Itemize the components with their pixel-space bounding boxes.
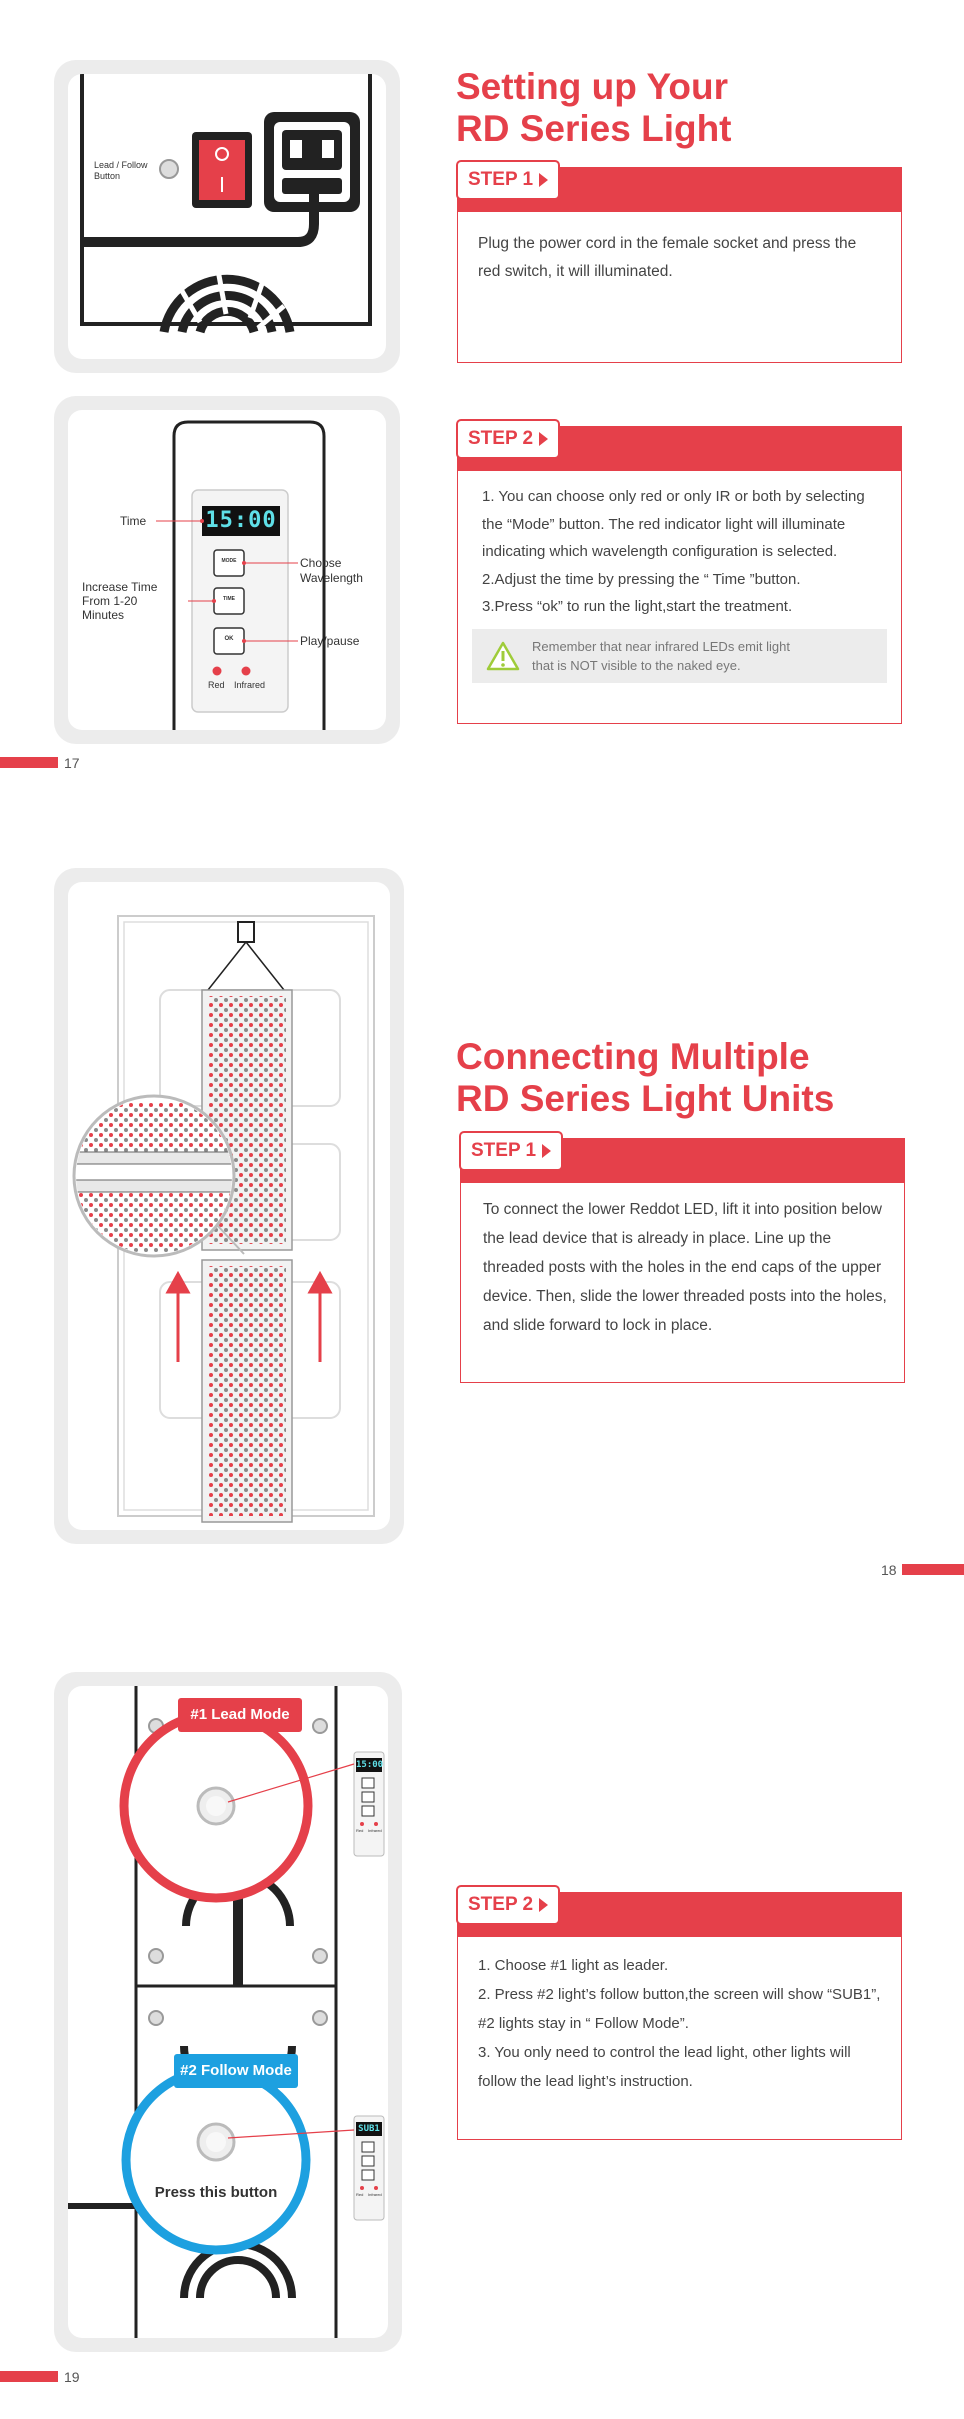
connect-units-drawing (68, 882, 390, 1530)
hanger-icon (238, 922, 254, 942)
lead-follow-label-line2: Button (94, 171, 121, 181)
increase-time-line2: From 1-20 (82, 594, 138, 608)
time-button[interactable]: TIME (223, 596, 235, 602)
section2-step1-text: To connect the lower Reddot LED, lift it into position below the lead device that is already in place. Line up the threaded posts with the holes in the end caps of the upper device. Then, slide the lower threaded posts into the holes, and slide forward to lock in place. (483, 1201, 887, 1334)
lead-follow-button-icon (160, 160, 178, 178)
step-band (458, 1893, 901, 1937)
play-pause-callout: Play/pause (300, 634, 360, 648)
mode-button[interactable]: MODE (221, 558, 237, 564)
power-socket-illustration (68, 74, 386, 359)
section3-step2-card (457, 1892, 902, 2140)
increase-time-line3: Minutes (82, 608, 125, 622)
section3-step2-line3: 3. You only need to control the lead light, other lights will follow the lead light’s instruction. (478, 2044, 851, 2090)
infrared-indicator-icon (242, 667, 251, 676)
section1-title (456, 66, 732, 150)
choose-wavelength-line2: Wavelength (300, 571, 363, 585)
play-triangle-icon (539, 1898, 548, 1912)
power-socket-illustration-frame (54, 60, 400, 373)
section1-step2-line1: 1. You can choose only red or only IR or both by selecting the “Mode” button. The red indicator light will illuminate indicating which wavelength configuration is selected. (482, 488, 865, 560)
lead-infrared-indicator-label: Infrared (368, 1828, 382, 1833)
section2-title-line2: RD Series Light Units (456, 1078, 835, 1119)
step2-label: STEP 2 (468, 1894, 534, 1915)
infrared-note-text (532, 637, 790, 675)
section2-step1-body (461, 1183, 904, 1348)
page-19-bar (0, 2371, 58, 2382)
increase-time-line1: Increase Time (82, 580, 158, 594)
display-readout: 15:00 (205, 508, 277, 533)
choose-wavelength-callout (300, 556, 363, 586)
connect-units-illustration (68, 882, 390, 1530)
lead-follow-illustration-frame (54, 1672, 402, 2352)
lead-red-indicator-label: Red (356, 1828, 364, 1833)
red-indicator-label: Red (208, 680, 225, 690)
increase-time-callout (82, 580, 157, 622)
section1-title-line2: RD Series Light (456, 108, 732, 149)
section3-step2-body (458, 1937, 901, 2104)
lead-display-readout: 15:00 (356, 1760, 384, 1770)
control-panel-illustration-frame (54, 396, 400, 744)
lead-follow-drawing (68, 1686, 388, 2338)
page-number-17: 17 (64, 755, 80, 771)
play-triangle-icon (542, 1144, 551, 1158)
section1-step1-body (458, 212, 901, 296)
follow-infrared-indicator-label: Infrared (368, 2192, 382, 2197)
red-indicator-icon (213, 667, 222, 676)
page-17-bar (0, 757, 58, 768)
section1-step2-body (458, 471, 901, 629)
section3-step2-line2: 2. Press #2 light’s follow button,the screen will show “SUB1”, #2 lights stay in “ Follow Mode”. (478, 1986, 881, 2032)
lead-follow-illustration (68, 1686, 388, 2338)
lead-follow-label-line1: Lead / Follow (94, 160, 148, 170)
infrared-note-line2: that is NOT visible to the naked eye. (532, 657, 741, 673)
step2-label: STEP 2 (468, 428, 534, 449)
connect-units-illustration-frame (54, 868, 404, 1544)
step2-tab (456, 1885, 560, 1925)
section1-title-line1: Setting up Your (456, 66, 729, 107)
section1-step1-card (457, 167, 902, 363)
power-socket-drawing (68, 74, 386, 359)
step1-tab (459, 1131, 563, 1171)
section1-step1-text: Plug the power cord in the female socket and press the red switch, it will illuminated. (478, 235, 857, 280)
page-18-bar (902, 1564, 964, 1575)
section3-step2-line1: 1. Choose #1 light as leader. (478, 1957, 669, 1974)
step-band (458, 427, 901, 471)
section2-title-line1: Connecting Multiple (456, 1036, 810, 1077)
step2-tab (456, 419, 560, 459)
choose-wavelength-line1: Choose (300, 556, 342, 570)
step1-label: STEP 1 (468, 169, 534, 190)
section1-step2-line2: 2.Adjust the time by pressing the “ Time ”button. (482, 570, 801, 588)
follow-mode-badge: #2 Follow Mode (174, 2054, 298, 2088)
section2-step1-card (460, 1138, 905, 1383)
step1-label: STEP 1 (471, 1140, 537, 1161)
follow-display-readout: SUB1 (358, 2124, 380, 2134)
section1-step2-line3: 3.Press “ok” to run the light,start the treatment. (482, 598, 793, 615)
page-number-18: 18 (881, 1562, 897, 1578)
time-callout: Time (120, 514, 147, 528)
press-button-label: Press this button (154, 2184, 278, 2201)
page-number-19: 19 (64, 2369, 80, 2385)
lead-mode-badge: #1 Lead Mode (178, 1698, 302, 1732)
infrared-indicator-label: Infrared (234, 680, 266, 690)
play-triangle-icon (539, 432, 548, 446)
lead-follow-label (94, 160, 148, 182)
ok-button[interactable]: OK (224, 636, 234, 642)
step-band (461, 1139, 904, 1183)
step1-tab (456, 160, 560, 200)
section1-step2-card (457, 426, 902, 724)
section2-title (456, 1036, 834, 1120)
play-triangle-icon (539, 173, 548, 187)
warning-icon (486, 641, 520, 671)
step-band (458, 168, 901, 212)
infrared-note-line1: Remember that near infrared LEDs emit light (532, 638, 790, 654)
infrared-note (472, 629, 887, 683)
control-panel-illustration (68, 410, 386, 730)
follow-red-indicator-label: Red (356, 2192, 364, 2197)
